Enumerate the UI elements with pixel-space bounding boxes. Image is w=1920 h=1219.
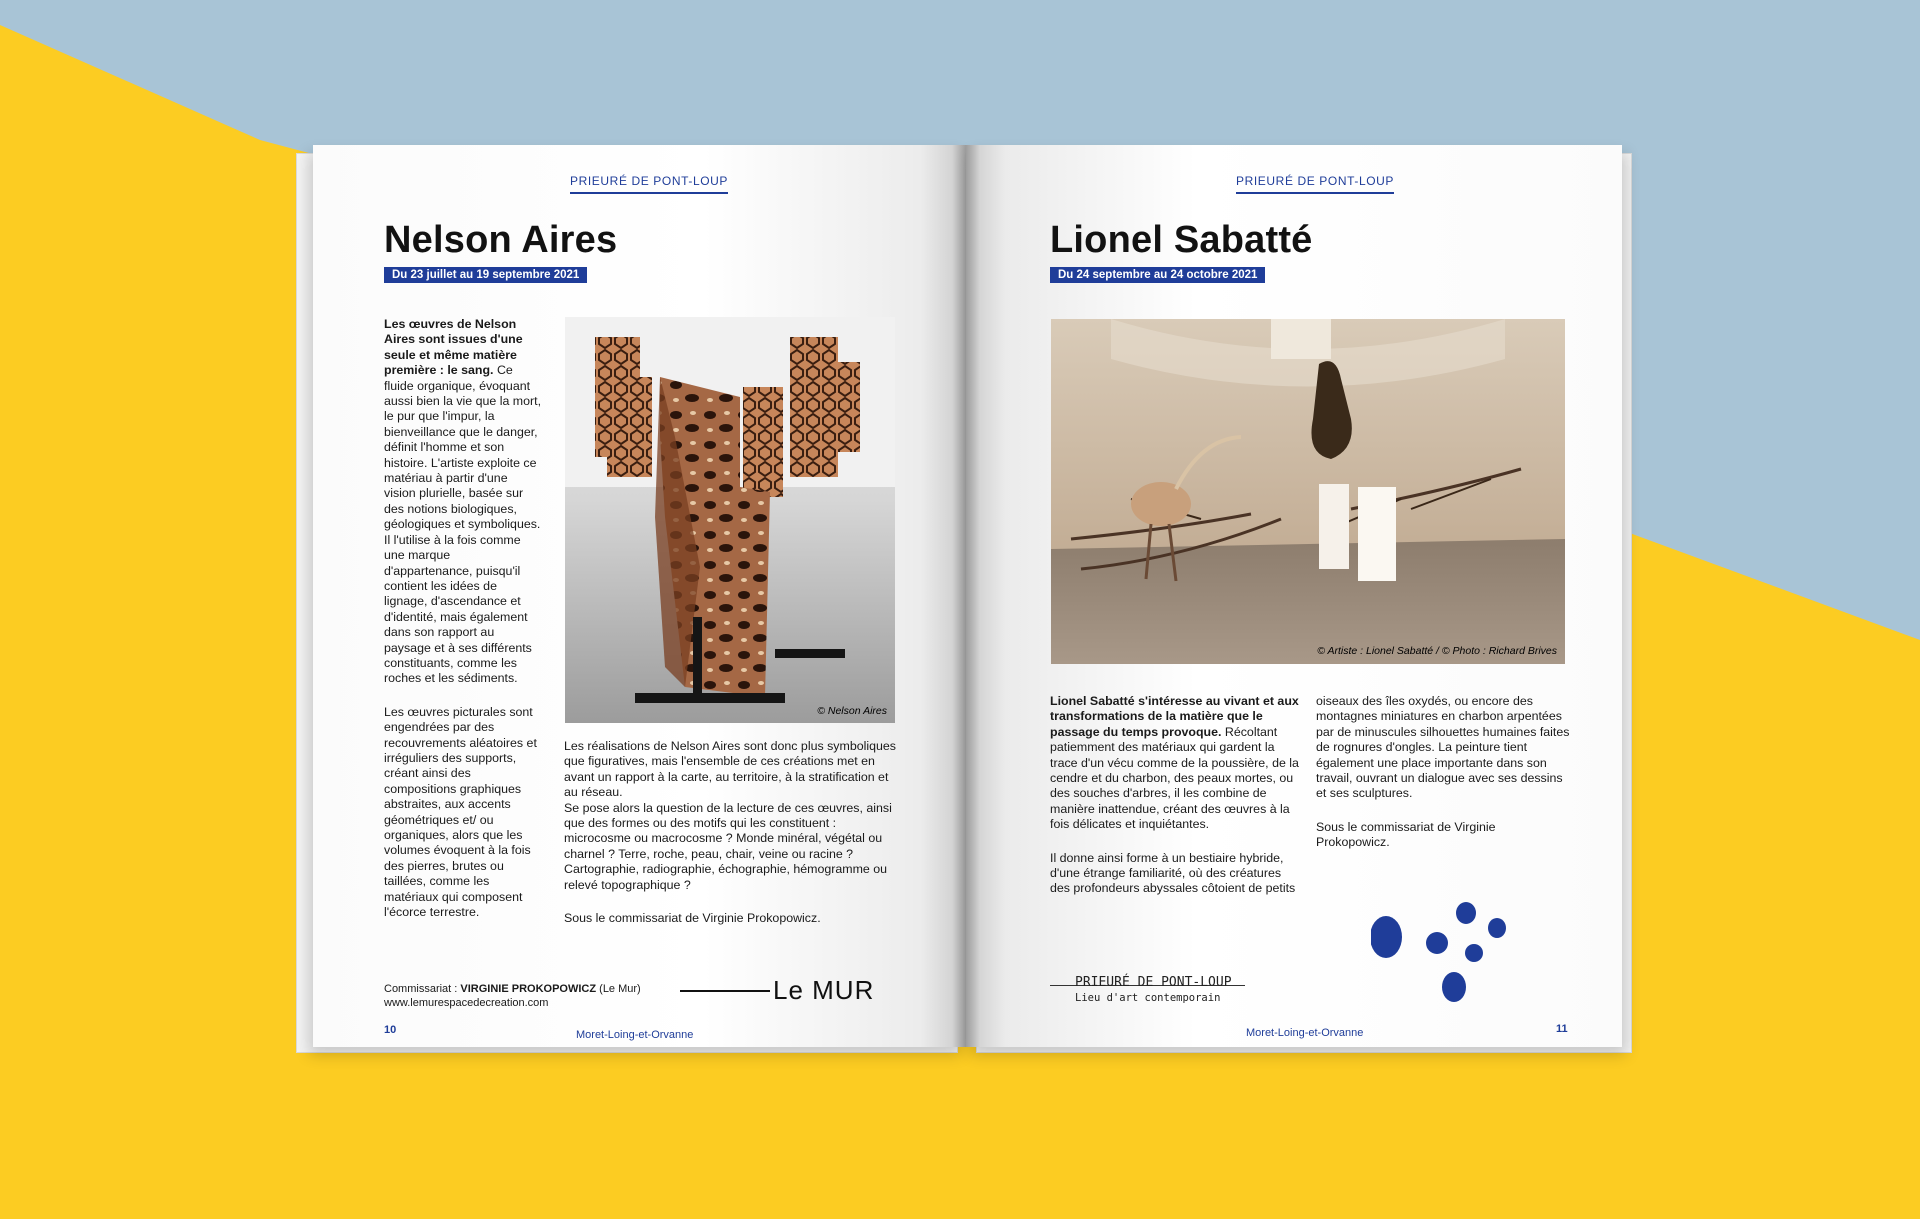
spine-shadow [952, 145, 980, 1047]
le-mur-logo: Le MUR [773, 975, 875, 1005]
prieure-logo-title: PRIEURÉ DE PONT-LOUP [1075, 975, 1232, 990]
left-page [313, 145, 966, 1047]
right-intro [1050, 694, 1300, 833]
left-curator: Sous le commissariat de Virginie Prokopowicz. [564, 911, 821, 926]
le-mur-logo-rule [680, 990, 770, 992]
left-text-column [384, 317, 542, 938]
right-page-number: 11 [1556, 1023, 1568, 1035]
left-para-2: Les œuvres picturales sont engendrées par des recouvrements aléatoires et irréguliers des supports, créant ainsi des compositions graphiques abstraites, aux accents géométriques et/ ou organiques, alors que les volumes évoquent à la fois des pierres, brutes ou taillées, comme les matériaux qui composent l'écorce terrestre. [384, 704, 537, 920]
left-footer-url: www.lemurespacedecreation.com [384, 997, 549, 1009]
left-footer-commissariat: Commissariat : VIRGINIE PROKOPOWICZ (Le Mur) [384, 983, 641, 995]
left-para-4: Se pose alors la question de la lecture de ces œuvres, ainsi que des formes ou des motifs qui les constituent : microcosme ou macrocosme ? Monde minéral, végétal ou charnel ? Terre, roche, peau, chair, veine ou racine ? Cartographie, radiographie, échographie, hémogramme ou relevé topographique ? [564, 800, 892, 892]
right-footer-town: Moret-Loing-et-Orvanne [1246, 1027, 1364, 1039]
prieure-logo-subtitle: Lieu d'art contemporain [1075, 992, 1221, 1004]
left-date-bar: Du 23 juillet au 19 septembre 2021 [384, 267, 587, 283]
right-text-column-2 [1316, 694, 1570, 869]
right-col2-para: oiseaux des îles oxydés, ou encore des montagnes miniatures en charbon arpentées par de minuscules silhouettes humaines faites de rognures d'ongles. La peinture tient également une place importante dans son travail, ouvrant un dialogue avec ses dessins et ses sculptures. [1316, 694, 1570, 801]
right-text-column-1 [1050, 694, 1300, 915]
right-intro-bold: Lionel Sabatté s'intéresse au vivant et aux transformations de la matière que le passage du temps provoque. [1050, 694, 1299, 739]
right-para-2: Il donne ainsi forme à un bestiaire hybride, d'une étrange familiarité, où des créatures des profondeurs abyssales côtoient de petits [1050, 850, 1296, 896]
right-kicker: PRIEURÉ DE PONT-LOUP [1236, 174, 1394, 194]
left-photo-credit: © Nelson Aires [817, 705, 887, 717]
left-page-number: 10 [384, 1024, 397, 1036]
left-para-3: Les réalisations de Nelson Aires sont donc plus symboliques que figuratives, mais l'ensemble de ces créations met en avant un rapport à la carte, au territoire, à la stratification et au réseau. [564, 739, 896, 800]
right-intro-text: Récoltant patiemment des matériaux qui gardent la trace d'un vécu comme de la poussière, de la cendre et du charbon, des peaux mortes, ou des souches d'arbres, il les combine de manière inattendue, créant des œuvres à la fois délicates et inquiétantes. [1050, 724, 1299, 832]
right-page [966, 145, 1622, 1047]
left-caption-text [564, 739, 904, 926]
left-artist-title: Nelson Aires [384, 219, 618, 261]
right-photo-credit: © Artiste : Lionel Sabatté / © Photo : Richard Brives [1317, 645, 1557, 657]
right-curator: Sous le commissariat de Virginie Prokopowicz. [1316, 819, 1496, 850]
left-intro [384, 317, 542, 687]
lionel-sabatte-installation-photo [1051, 319, 1565, 664]
nelson-aires-artwork-photo [565, 317, 895, 723]
left-intro-bold: Les œuvres de Nelson Aires sont issues d'une seule et même matière première : le sang. [384, 317, 523, 378]
navy-dots-ornament [1371, 885, 1521, 1005]
left-footer-town: Moret-Loing-et-Orvanne [576, 1029, 694, 1041]
right-artist-title: Lionel Sabatté [1050, 219, 1313, 261]
right-date-bar: Du 24 septembre au 24 octobre 2021 [1050, 267, 1265, 283]
left-intro-text: Ce fluide organique, évoquant aussi bien la vie que la mort, le pur que l'impur, la bienveillance que le danger, définit l'homme et son histoire. L'artiste exploite ce matériau à partir d'une vision plurielle, basée sur des notions biologiques, géologiques et symboliques. Il l'utilise à la fois comme une marque d'appartenance, puisqu'il contient les idées de lignage, d'ascendance et d'identité, mais également dans son rapport au paysage et à ses différents constituants, comme les roches et les sédiments. [384, 363, 542, 686]
left-kicker: PRIEURÉ DE PONT-LOUP [570, 174, 728, 194]
